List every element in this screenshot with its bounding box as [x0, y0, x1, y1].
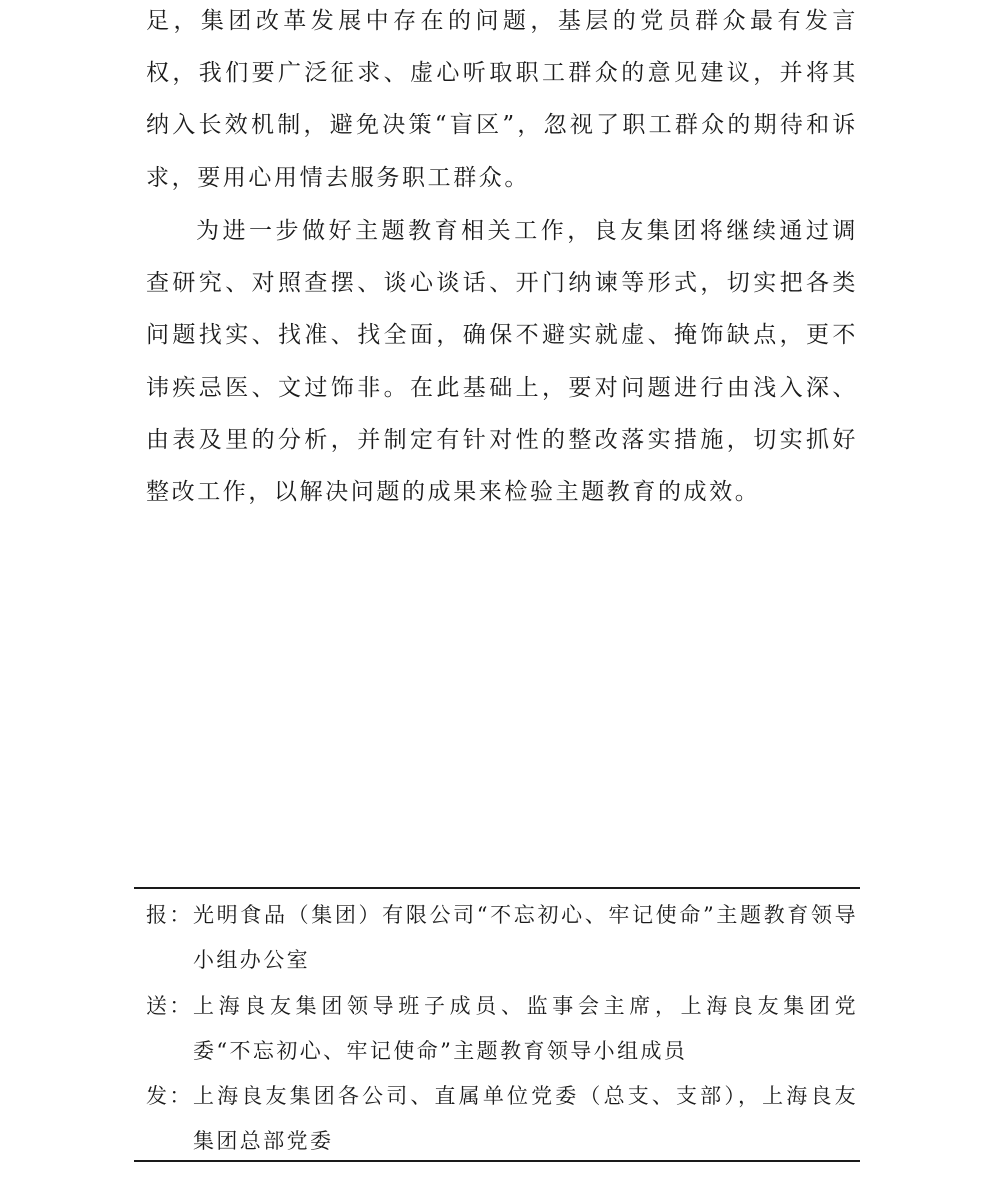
- issue-to-text: 上海良友集团各公司、直属单位党委（总支、支部），上海良友集团总部党委: [193, 1084, 858, 1153]
- distribution-send-to: [146, 984, 858, 1074]
- distribution-bottom-rule: [134, 1160, 860, 1162]
- distribution-top-rule: [134, 887, 860, 889]
- report-to-text: 光明食品（集团）有限公司“不忘初心、牢记使命”主题教育领导小组办公室: [193, 903, 858, 972]
- body-paragraph-2: 为进一步做好主题教育相关工作，良友集团将继续通过调查研究、对照查摆、谈心谈话、开门纳谏等形式，切实把各类问题找实、找准、找全面，确保不避实就虚、掩饰缺点，更不讳疾忌医、文过饰非。在此基础上，要对问题进行由浅入深、由表及里的分析，并制定有针对性的整改落实措施，切实抓好整改工作，以解决问题的成果来检验主题教育的成效。: [146, 218, 858, 506]
- distribution-issue-to: [146, 1074, 858, 1164]
- send-to-label: 送：: [146, 994, 193, 1018]
- report-to-label: 报：: [146, 903, 193, 927]
- distribution-report-to: [146, 893, 858, 983]
- send-to-text: 上海良友集团领导班子成员、监事会主席，上海良友集团党委“不忘初心、牢记使命”主题教育领导小组成员: [193, 994, 858, 1063]
- body-paragraph-1: 足，集团改革发展中存在的问题，基层的党员群众最有发言权，我们要广泛征求、虚心听取职工群众的意见建议，并将其纳入长效机制，避免决策“盲区”，忽视了职工群众的期待和诉求，要用心用情去服务职工群众。: [146, 8, 858, 191]
- issue-to-label: 发：: [146, 1084, 193, 1108]
